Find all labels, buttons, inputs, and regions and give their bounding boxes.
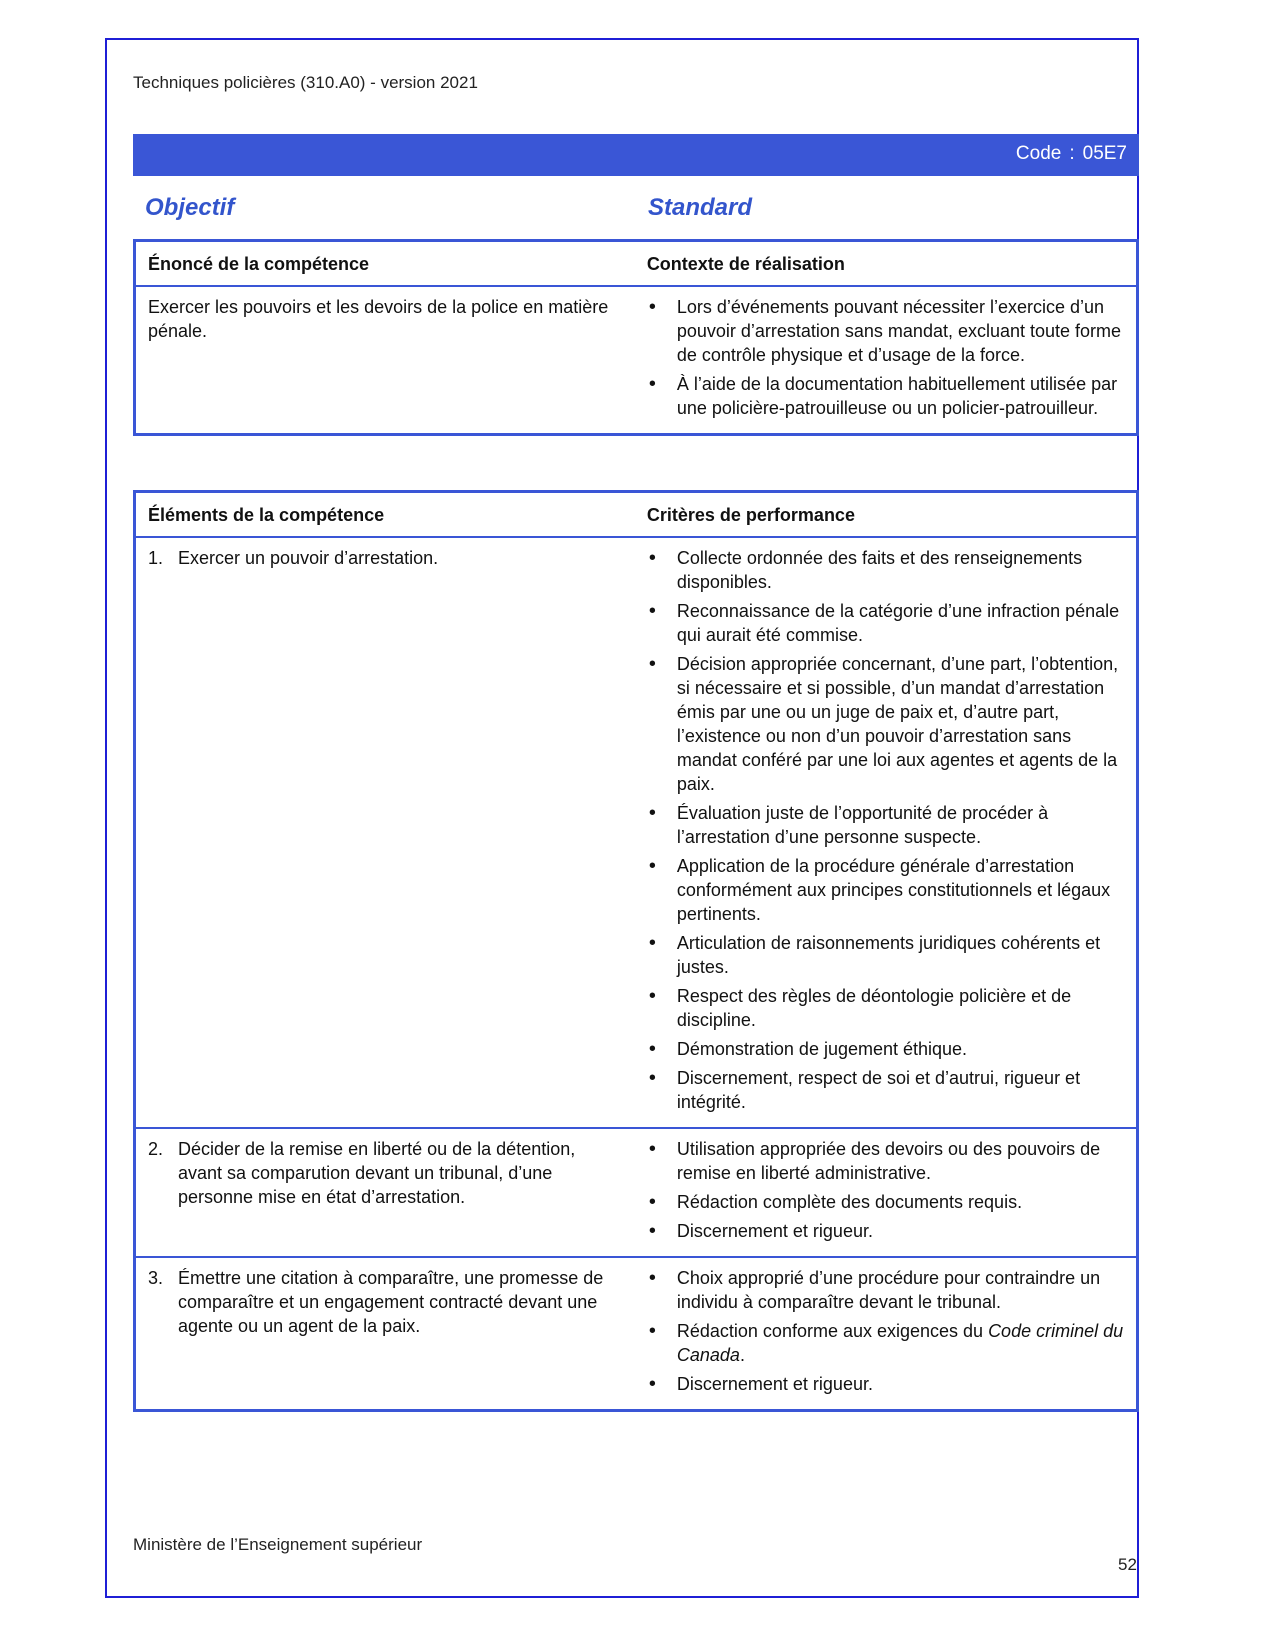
- list-item: • Collecte ordonnée des faits et des renseignements disponibles.: [647, 546, 1124, 594]
- element-cell: [135, 1128, 635, 1257]
- list-item: • Discernement, respect de soi et d’autrui, rigueur et intégrité.: [647, 1066, 1124, 1114]
- standard-heading: Standard: [648, 194, 753, 221]
- code-criminel-title: Code criminel du Canada: [676, 1321, 1124, 1365]
- elements-header: Éléments de la compétence: [148, 505, 385, 525]
- element-cell: [135, 1257, 635, 1411]
- list-item: • Choix approprié d’une procédure pour contraindre un individu à comparaître devant le tribunal.: [647, 1266, 1124, 1314]
- list-item: • Utilisation appropriée des devoirs ou des pouvoirs de remise en liberté administrative.: [647, 1137, 1124, 1185]
- element-text: Émettre une citation à comparaître, une promesse de comparaître et un engagement contracté devant une agente ou un agent de la paix.: [178, 1268, 604, 1336]
- list-item: • Démonstration de jugement éthique.: [647, 1037, 1124, 1061]
- list-item: • Décision appropriée concernant, d’une part, l’obtention, si nécessaire et si possible, d’un mandat d’arrestation émis par une ou un juge de paix et, d’autre part, l’existence ou non d’un pouvoir d’arrestation sans mandat conféré par une loi aux agentes et agents de la paix.: [647, 652, 1124, 796]
- criteria-header: Critères de performance: [646, 505, 855, 525]
- table-row: [135, 1257, 1138, 1411]
- element-text: Décider de la remise en liberté ou de la détention, avant sa comparution devant un tribunal, d’une personne mise en état d’arrestation.: [178, 1139, 576, 1207]
- element-number: 3.: [148, 1268, 164, 1288]
- list-item: • Évaluation juste de l’opportunité de procéder à l’arrestation d’une personne suspecte.: [647, 801, 1124, 849]
- list-item: • Application de la procédure générale d’arrestation conformément aux principes constitutionnels et légaux pertinents.: [647, 854, 1124, 926]
- element-number: 2.: [148, 1139, 164, 1159]
- context-header: Contexte de réalisation: [646, 254, 845, 274]
- context-list: [647, 295, 1124, 420]
- criteria-list: [647, 1266, 1124, 1396]
- criteria-cell: [635, 1257, 1138, 1411]
- elements-table: [133, 490, 1139, 1412]
- table-row: [135, 1128, 1138, 1257]
- element-number: 1.: [148, 548, 164, 568]
- list-item: • Discernement et rigueur.: [647, 1372, 1124, 1396]
- element-item: [148, 546, 623, 570]
- page-number: 52: [1118, 1555, 1137, 1574]
- criteria-list: [647, 1137, 1124, 1243]
- list-item: • Lors d’événements pouvant nécessiter l’exercice d’un pouvoir d’arrestation sans mandat, excluant toute forme de contrôle physique et d’usage de la force.: [647, 295, 1124, 367]
- criterion-suffix: .: [739, 1345, 745, 1365]
- list-item: • Articulation de raisonnements juridiques cohérents et justes.: [647, 931, 1124, 979]
- code-bar: [133, 134, 1139, 176]
- code-value: 05E7: [1082, 143, 1127, 164]
- elements-header-row: [135, 492, 1138, 538]
- competence-statement: Exercer les pouvoirs et les devoirs de la police en matière pénale.: [135, 286, 635, 435]
- element-cell: [135, 537, 635, 1128]
- document-header: Techniques policières (310.A0) - version 2021: [133, 73, 478, 92]
- criteria-list: [647, 546, 1124, 1114]
- criteria-cell: [635, 1128, 1138, 1257]
- criteria-cell: [635, 537, 1138, 1128]
- list-item: • Reconnaissance de la catégorie d’une infraction pénale qui aurait été commise.: [647, 599, 1124, 647]
- list-item: • Discernement et rigueur.: [647, 1219, 1124, 1243]
- element-item: [148, 1266, 623, 1338]
- code-separator: :: [1069, 143, 1075, 164]
- list-item: • Rédaction complète des documents requis.: [647, 1190, 1124, 1214]
- code-label: [1016, 143, 1127, 165]
- criterion-prefix: Rédaction conforme aux exigences du: [676, 1321, 989, 1341]
- competence-header-row: [135, 241, 1138, 287]
- context-cell: [635, 286, 1138, 435]
- element-item: [148, 1137, 623, 1209]
- element-text: Exercer un pouvoir d’arrestation.: [178, 548, 439, 568]
- table-row: [135, 537, 1138, 1128]
- competence-body-row: [135, 286, 1138, 435]
- list-item: [647, 1319, 1124, 1367]
- list-item: • Respect des règles de déontologie policière et de discipline.: [647, 984, 1124, 1032]
- list-item: • À l’aide de la documentation habituellement utilisée par une policière-patrouilleuse ou un policier-patrouilleur.: [647, 372, 1124, 420]
- code-label-text: Code: [1015, 143, 1062, 164]
- competence-table: [133, 239, 1139, 436]
- competence-statement-header: Énoncé de la compétence: [148, 254, 370, 274]
- footer-ministry: Ministère de l’Enseignement supérieur: [133, 1535, 423, 1554]
- objective-heading: Objectif: [145, 194, 235, 221]
